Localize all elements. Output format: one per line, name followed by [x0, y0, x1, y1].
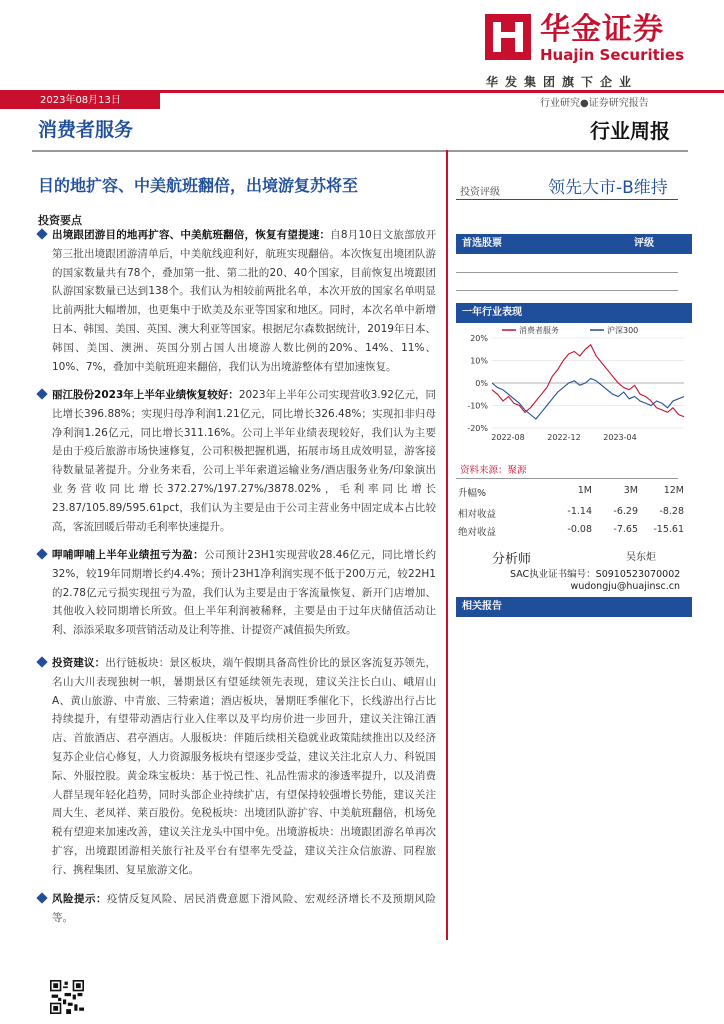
- chart-x-tick: 2022-12: [547, 433, 581, 442]
- perf-table-header: [458, 485, 686, 499]
- table-header-1m: 1M: [577, 485, 592, 496]
- bullet-diamond-icon: [36, 548, 47, 559]
- paragraph-lijiang: [28, 386, 436, 536]
- row-value-1m: -1.14: [567, 506, 592, 517]
- analyst-label: 分析师: [492, 552, 532, 567]
- row-label: 绝对收益: [458, 527, 497, 538]
- industry-performance-chart: [456, 324, 690, 448]
- table-header-3m: 3M: [623, 485, 638, 496]
- paragraph-heading: 投资建议：: [52, 657, 106, 669]
- report-title: 目的地扩容、中美航班翻倍，出境游复苏将至: [38, 176, 359, 195]
- analyst-email[interactable]: wudongju@huajinsc.cn: [570, 581, 680, 592]
- chart-source: 资料来源：聚源: [460, 465, 527, 476]
- row-value-3m: -6.29: [613, 506, 638, 517]
- report-date: 2023年08月13日: [0, 93, 160, 109]
- row-label: 相对收益: [458, 509, 497, 520]
- related-band: [456, 597, 692, 617]
- table-row: [458, 524, 686, 538]
- picks-rating-label: 评级: [634, 238, 654, 249]
- perf-band: [456, 303, 692, 323]
- paragraph-text: 出行链板块：景区板块，端午假期具备高性价比的景区客流复苏领先，名山大川表现独树一帜，暑期景区有望延续领先表现，建议关注长白山、峨眉山A、黄山旅游、中青旅、三特索道；酒店板块，暑期旺季催化下，长线游出行占比持续提升，有望带动酒店行业入住率以及平均房价进一步回升，建议关注锦江酒店、首旅酒店、君亭酒店。人服板块：伴随后续相关稳就业政策陆续推出以及经济复苏企业信心修复，人力资源服务板块有望逐步受益，建议关注北京人力、科锐国际、外服控股。黄金珠宝板块：基于悦己性、礼品性需求的渗透率提升，以及消费人群呈现年轻化趋势，同时头部企业持续扩店，有望保持较强增长势能，建议关注周大生、老凤祥、莱百股份。免税板块：出境团队游扩容、中美航班翻倍，机场免税有望迎来加速改善，建议关注龙头中国中免。出境游板块：出境跟团游名单再次扩容，出境跟团游相关旅行社及平台有望率先受益，建议关注众信旅游、同程旅行、携程集团、复星旅游文化。: [52, 657, 437, 876]
- huajin-logo-icon: [485, 14, 531, 60]
- paragraph-text: 自8月10日文旅部放开第三批出境跟团游清单后，中美航线迎利好，航班实现翻倍。本次恢复出境团队游的国家数量共有78个，叠加第一批、第二批的20、40个国家，目前恢复出境跟团队游国家数量已达到138个。我们认为相较前两批名单，本次开放的国家名单明显比前两批大幅增加，也更集中于欧美及东亚等国家和地区。同时，本次名单中新增日本、韩国、美国、英国、澳大利亚等国家。根据尼尔森数据统计，2019年日本、韩国、美国、澳洲、英国分别占国人出境游人数比例的20%、14%、11%、10%、7%，叠加中美航班迎来翻倍，我们认为出境游整体有望加速恢复。: [52, 229, 437, 373]
- table-header-12m: 12M: [663, 485, 684, 496]
- brand-name-en: Huajin Securities: [540, 46, 685, 64]
- bullet-diamond-icon: [36, 892, 47, 903]
- paragraph-heading: 出境跟团游目的地再扩容、中美航班翻倍，恢复有望提速：: [52, 229, 331, 241]
- related-label: 相关报告: [462, 601, 502, 612]
- chart-x-tick: 2023-04: [603, 433, 637, 442]
- paragraph-text: 疫情反复风险、居民消费意愿下滑风险、宏观经济增长不及预期风险等。: [52, 893, 437, 924]
- paragraph-text: 公司预计23H1实现营收28.46亿元，同比增长约32%，较19年同期增长约4.4%；预计23H1净利润实现不低于200万元，较22H1的2.78亿元亏损实现扭亏为盈，我们认为主要是由于客流量恢复、新开门店增加、其他收入较同期增长所致。但上半年利润被稀释，主要是由于过年庆储值活动让利、添添采取多项营销活动及让利等推、计提资产减值损失所致。: [52, 549, 436, 637]
- paragraph-risk: [28, 890, 436, 928]
- rating-value: 领先大市-B维持: [548, 178, 668, 198]
- chart-y-tick: 20%: [470, 334, 488, 343]
- bullet-diamond-icon: [36, 656, 47, 667]
- qr-code-icon: [50, 980, 84, 1014]
- industry-category: 消费者服务: [38, 119, 134, 141]
- column-divider: [446, 150, 448, 940]
- chart-y-tick: -10%: [467, 401, 488, 411]
- paragraph-heading: 丽江股份2023年上半年业绩恢复较好：: [52, 389, 239, 401]
- analyst-name: 吴东炬: [626, 552, 656, 563]
- paragraph-investment-advice: [28, 654, 436, 880]
- row-value-3m: -7.65: [613, 524, 638, 535]
- paragraph-xiabu: [28, 546, 436, 640]
- chart-series-line: [492, 379, 684, 420]
- chart-legend-label: 消费者服务: [519, 326, 559, 335]
- picks-band: [456, 234, 692, 254]
- brand-subtitle: 华发集团旗下企业: [486, 75, 639, 89]
- table-header-label: 升幅%: [458, 488, 487, 499]
- paragraph-heading: 风险提示：: [52, 893, 107, 905]
- row-value-1m: -0.08: [567, 524, 592, 535]
- title-divider: [32, 150, 688, 152]
- paragraph-heading: 呷哺呷哺上半年业绩扭亏为盈：: [52, 549, 204, 561]
- row-value-12m: -8.28: [659, 506, 684, 517]
- chart-x-tick: 2022-08: [491, 433, 525, 442]
- table-top-line: [456, 478, 678, 479]
- chart-y-tick: 0%: [475, 379, 488, 388]
- chart-y-tick: 10%: [470, 356, 488, 366]
- table-row: [458, 506, 686, 520]
- paragraph-outbound-tour: [28, 226, 436, 376]
- bullet-diamond-icon: [36, 388, 47, 399]
- rating-underline: [456, 199, 678, 200]
- key-points-heading: 投资要点: [38, 214, 82, 227]
- report-type: 行业周报: [590, 119, 670, 143]
- chart-y-tick: -20%: [467, 424, 488, 433]
- brand-name-cn: 华金证券: [540, 12, 664, 47]
- bullet-diamond-icon: [36, 228, 47, 239]
- picks-row-line: [456, 272, 678, 273]
- row-value-12m: -15.61: [653, 524, 684, 535]
- paragraph-text: 2023年上半年公司实现营收3.92亿元，同比增长396.88%；实现归母净利润1.21亿元，同比增长326.48%；实现扣非归母净利润1.26亿元，同比增长311.16%。公司上半年业绩表现较好，我们认为主要是由于疫后旅游市场快速修复，公司积极把握机遇，拓展市场且成效明显，游客接待数量显著提升。分业务来看，公司上半年索道运输业务/酒店服务业务/印象演出业务营收同比增长372.27%/197.27%/3878.02%，毛利率同比增长23.87/105.89/595.61pct，我们认为主要是由于公司主营业务中固定成本占比较高，客流回暖后带动毛利率快速提升。: [52, 389, 436, 533]
- chart-legend-label: 沪深300: [607, 326, 639, 335]
- report-tag: 行业研究●证券研究报告: [540, 98, 649, 109]
- picks-row-line: [456, 290, 678, 291]
- picks-label: 首选股票: [462, 238, 502, 249]
- rating-label: 投资评级: [460, 187, 500, 198]
- perf-label: 一年行业表现: [462, 307, 522, 318]
- analyst-sac: SAC执业证书编号：S0910523070002: [510, 569, 681, 580]
